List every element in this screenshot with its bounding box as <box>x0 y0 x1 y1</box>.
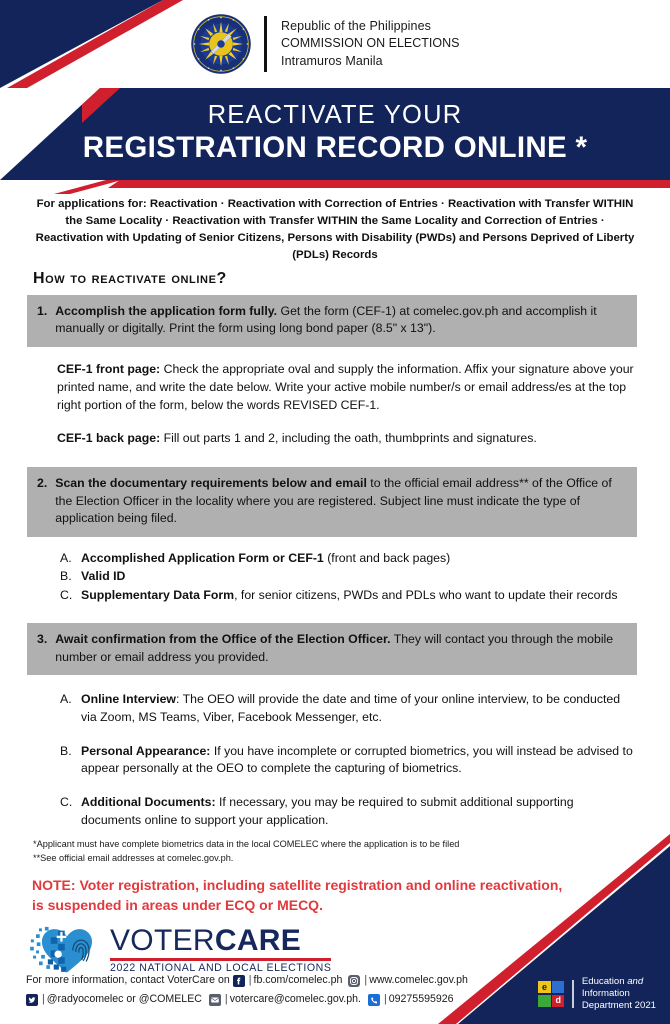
footer-row-2 <box>26 990 546 1010</box>
step-3-number: 3. <box>37 632 48 647</box>
votercare-tagline: 2022 NATIONAL AND LOCAL ELECTIONS <box>110 961 332 974</box>
step-2-text <box>55 475 625 527</box>
list-item <box>60 587 637 605</box>
item-letter: C. <box>60 795 73 810</box>
cef1-back-page-paragraph <box>57 430 637 448</box>
step-3-rest: They will contact you through the mobile number or email address you provided. <box>55 632 614 664</box>
list-item <box>60 568 637 586</box>
eid-cell-blue <box>552 981 564 993</box>
footer-sep: | <box>42 993 45 1006</box>
item-text <box>81 550 637 568</box>
item-rest: : The OEO will provide the date and time of your online interview, to be conducted via Zoom, MS Teams, Viber, Facebook Messenger, etc. <box>81 691 621 724</box>
footer-row-1 <box>26 971 546 991</box>
agency-line-republic: Republic of the Philippines <box>281 19 432 34</box>
footer-sep: | <box>224 993 228 1006</box>
howto-heading: How to reactivate online? <box>33 270 227 287</box>
comelec-seal-icon <box>190 13 252 75</box>
cef1-back-label: CEF-1 back page: <box>57 431 161 446</box>
eid-cell-e: e <box>538 981 550 993</box>
cef1-back-text: Fill out parts 1 and 2, including the oath, thumbprints and signatures. <box>160 431 537 446</box>
eid-and: and <box>627 975 644 987</box>
item-letter: A. <box>60 691 72 706</box>
eid-line-3: Department 2021 <box>581 999 656 1011</box>
title-line-2: REGISTRATION RECORD ONLINE * <box>82 130 588 164</box>
step-1-text <box>55 303 625 338</box>
comelec-seal-svg <box>190 13 252 75</box>
footer-facebook-handle[interactable]: fb.com/comelec.ph <box>253 973 343 986</box>
item-bold: Online Interview <box>81 691 176 706</box>
note-line-1: NOTE: Voter registration, including satellite registration and online reactivation, <box>32 877 563 893</box>
footer-twitter-handles[interactable]: @radyocomelec or @COMELEC <box>46 993 202 1006</box>
note-line-2: is suspended in areas under ECQ or MECQ. <box>32 896 323 913</box>
item-rest: If you have incomplete or corrupted biometrics, you will instead be advised to appear personally at the OEO to complete the capturing of biometrics. <box>81 743 633 776</box>
item-bold: Valid ID <box>81 569 126 584</box>
footer-intro: For more information, contact VoterCare on <box>26 973 230 986</box>
list-item <box>60 743 637 779</box>
pixel-heart-fingerprint-icon <box>28 921 103 977</box>
eid-logo-grid <box>538 981 564 1007</box>
twitter-icon[interactable] <box>26 994 38 1006</box>
email-icon[interactable] <box>209 994 221 1006</box>
item-text <box>81 568 637 586</box>
footer-sep: | <box>248 973 252 986</box>
applications-subtitle: For applications for: Reactivation · Reactivation with Correction of Entries · Reactivation with Transfer WITHIN the Same Locality · Reactivation with Transfer WITHIN the Same Locality and Correction of Entries · Reactivation with Updating of Senior Citizens, Persons with Disability (PWDs) and Persons Deprived of Liberty (PDLs) Records <box>35 198 635 262</box>
footnotes <box>33 838 593 866</box>
header-divider <box>264 16 267 72</box>
item-text <box>81 794 637 830</box>
step-1-banner <box>27 295 637 347</box>
item-bold: Accomplished Application Form or CEF-1 <box>81 550 324 565</box>
phone-icon[interactable] <box>368 994 380 1006</box>
eid-department-text <box>582 976 656 1012</box>
step-1-rest: Get the form (CEF-1) at comelec.gov.ph and accomplish it manually or digitally. Print the form using long bond paper (8.5" x 13"). <box>55 304 597 336</box>
cef1-front-label: CEF-1 front page: <box>57 361 161 376</box>
step-3-bold: Await confirmation from the Office of the Election Officer. <box>55 632 391 647</box>
agency-line-commission: COMMISSION ON ELECTIONS <box>281 36 460 51</box>
item-rest: If necessary, you may be required to submit additional supporting documents online to support your application. <box>81 795 574 828</box>
list-item <box>60 691 637 727</box>
votercare-word-voter: VOTER <box>110 924 215 958</box>
eid-line-2: Information <box>581 987 630 999</box>
facebook-icon[interactable] <box>233 975 245 987</box>
step-2-number: 2. <box>37 476 48 491</box>
votercare-wordmark <box>110 924 331 974</box>
eid-badge <box>538 976 656 1012</box>
item-letter: C. <box>60 588 73 603</box>
step-3-text <box>55 631 625 666</box>
footer-email[interactable]: votercare@comelec.gov.ph. <box>229 993 361 1006</box>
instagram-icon[interactable] <box>348 975 360 987</box>
suspension-note <box>32 876 612 916</box>
item-bold: Additional Documents: <box>81 795 216 810</box>
title-line-1: REACTIVATE YOUR <box>207 101 463 130</box>
item-bold: Supplementary Data Form <box>81 588 235 603</box>
votercare-red-rule <box>110 958 331 961</box>
footnote-double-asterisk: **See official email addresses at comelec.gov.ph. <box>33 852 234 863</box>
step-2-rest: to the official email address** of the Office of the Election Officer in the locality where you are registered. Subject line must indicate the type of application being filed. <box>55 476 612 526</box>
votercare-logo <box>28 921 331 977</box>
step-1-bold: Accomplish the application form fully. <box>55 304 278 318</box>
step-3-outcomes-list <box>60 691 637 830</box>
item-text <box>81 587 637 605</box>
item-rest: , for senior citizens, PWDs and PDLs who want to update their records <box>234 588 618 603</box>
agency-line-address: Intramuros Manila <box>281 53 383 68</box>
footer-contact <box>26 971 546 1010</box>
list-item <box>60 794 637 830</box>
item-text <box>81 743 637 779</box>
steps-content <box>0 295 670 831</box>
eid-line-1 <box>582 976 656 988</box>
agency-header <box>0 0 670 88</box>
list-item <box>60 550 637 568</box>
votercare-word-care: CARE <box>214 924 302 958</box>
eid-cell-green <box>538 995 550 1007</box>
step-2-banner <box>27 467 637 536</box>
agency-name-block <box>281 18 460 70</box>
item-letter: A. <box>60 550 72 565</box>
eid-cell-d: d <box>552 995 564 1007</box>
step-1-number: 1. <box>37 304 48 318</box>
item-letter: B. <box>60 569 72 584</box>
footnote-single-asterisk: *Applicant must have complete biometrics data in the local COMELEC where the application is to be filed <box>33 839 460 849</box>
step-2-bold: Scan the documentary requirements below and email <box>55 476 367 491</box>
votercare-title <box>110 926 331 956</box>
item-bold: Personal Appearance: <box>81 743 211 758</box>
poster-title <box>0 88 670 180</box>
item-text <box>81 691 637 727</box>
step-3-banner <box>27 623 637 675</box>
footer-website[interactable]: www.comelec.gov.ph <box>369 973 468 986</box>
cef1-front-page-paragraph <box>57 361 637 414</box>
eid-education: Education <box>581 975 628 987</box>
footer-sep: | <box>364 973 368 986</box>
item-letter: B. <box>60 743 72 758</box>
cef1-front-text: Check the appropriate oval and supply the information. Affix your signature above your printed name, and write the date below. Write your active mobile number/s or email address/es at the top right portion of the form, below the words REVISED CEF-1. <box>57 361 634 412</box>
item-rest: (front and back pages) <box>323 550 451 565</box>
eid-divider <box>572 980 574 1008</box>
footer-phone[interactable]: 09275595926 <box>388 993 454 1006</box>
step-2-requirements-list <box>60 550 637 605</box>
footer-sep: | <box>383 993 387 1006</box>
